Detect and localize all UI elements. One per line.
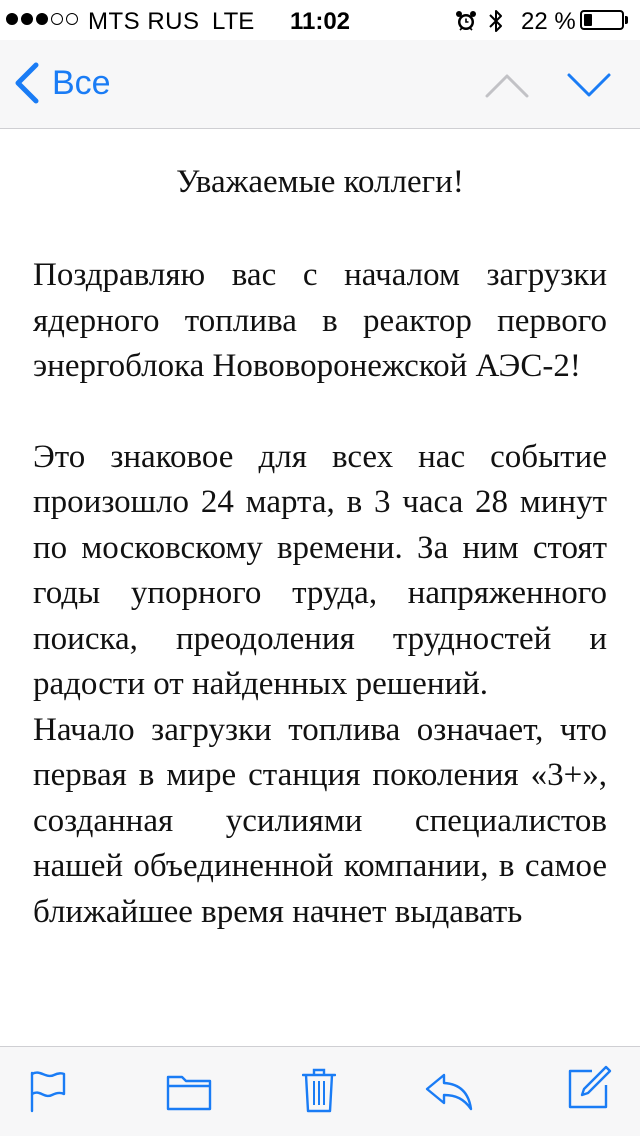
flag-icon[interactable]	[28, 1069, 68, 1113]
message-body[interactable]	[33, 128, 607, 1046]
navigation-bar	[0, 40, 640, 129]
carrier-name: MTS RUS	[88, 8, 200, 35]
message-paragraph: Это знаковое для всех нас событие произошло 24 марта, в 3 часа 28 минут по московскому времени. За ним стоят годы упорного труда, напряженного поиска, преодоления трудностей и радости от найденных решений.	[33, 438, 607, 702]
status-bar	[0, 0, 640, 40]
bottom-toolbar	[0, 1046, 640, 1136]
chevron-down-icon[interactable]	[566, 70, 612, 100]
back-button[interactable]	[12, 58, 111, 108]
network-type: LTE	[212, 8, 255, 35]
folder-icon[interactable]	[166, 1071, 212, 1111]
back-button-label: Все	[52, 63, 111, 102]
compose-icon[interactable]	[566, 1065, 612, 1111]
trash-icon[interactable]	[302, 1067, 336, 1113]
battery-percentage: 22 %	[521, 8, 576, 35]
battery-tip	[625, 16, 628, 24]
clock: 11:02	[289, 8, 351, 35]
chevron-left-icon	[12, 61, 42, 105]
battery-icon	[580, 10, 624, 30]
chevron-up-icon[interactable]	[484, 70, 530, 100]
alarm-clock-icon	[455, 10, 477, 32]
message-greeting: Уважаемые коллеги!	[176, 164, 464, 200]
battery-level-fill	[584, 14, 592, 26]
reply-icon[interactable]	[424, 1071, 474, 1111]
bluetooth-icon	[488, 8, 504, 34]
message-paragraph: Начало загрузки топлива означает, что первая в мире станция поколения «3+», созданная усилиями специалистов нашей объединенной компании, в самое ближайшее время начнет выдавать	[33, 711, 607, 930]
message-paragraph: Поздравляю вас с началом загрузки ядерного топлива в реактор первого энергоблока Нововоронежской АЭС-2!	[33, 257, 607, 384]
